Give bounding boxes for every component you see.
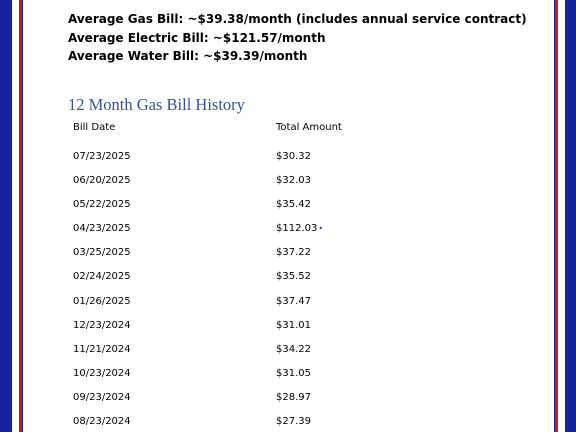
average-gas-bill: Average Gas Bill: ~$39.38/month (includes annual service contract) (68, 12, 527, 26)
bill-date-cell: 10/23/2024 (73, 367, 131, 379)
amount-value: $31.01 (276, 319, 311, 331)
bill-date-cell: 12/23/2024 (73, 319, 131, 331)
table-row (73, 134, 342, 162)
total-amount-header: Total Amount (276, 122, 342, 133)
total-amount-cell (276, 403, 342, 427)
total-amount-cell (276, 162, 342, 186)
total-amount-cell (276, 210, 342, 234)
table-row (73, 234, 342, 258)
average-water-bill: Average Water Bill: ~$39.39/month (68, 49, 308, 63)
right-border-decoration (554, 0, 576, 432)
amount-value: $37.47 (276, 295, 311, 307)
table-body (73, 134, 342, 427)
bill-date-cell: 07/23/2025 (73, 151, 131, 162)
bill-date-cell: 05/22/2025 (73, 199, 131, 211)
highlight-marker: • (318, 224, 324, 234)
amount-value: $35.42 (276, 199, 311, 211)
total-amount-cell (276, 355, 342, 379)
gas-history-heading: 12 Month Gas Bill History (68, 95, 245, 114)
amount-value: $37.22 (276, 247, 311, 259)
amount-value: $35.52 (276, 271, 311, 283)
table-row (73, 379, 342, 403)
amount-value: $112.03 (276, 223, 318, 235)
bill-averages-summary (68, 10, 527, 66)
table-row (73, 307, 342, 331)
amount-value: $31.05 (276, 367, 311, 379)
amount-value: $27.39 (276, 416, 311, 428)
amount-value: $34.22 (276, 343, 311, 355)
total-amount-cell (276, 186, 342, 210)
total-amount-cell (276, 234, 342, 258)
left-border-decoration (0, 0, 23, 432)
table-header-row (73, 122, 342, 134)
table-row (73, 162, 342, 186)
bill-date-cell: 06/20/2025 (73, 175, 131, 187)
table-row (73, 210, 342, 234)
gas-bill-history-table (73, 122, 342, 427)
amount-value: $28.97 (276, 391, 311, 403)
average-electric-bill: Average Electric Bill: ~$121.57/month (68, 30, 326, 45)
bill-date-cell: 03/25/2025 (73, 247, 131, 259)
table-row (73, 282, 342, 306)
total-amount-cell (276, 282, 342, 306)
amount-value: $32.03 (276, 175, 311, 187)
table-row (73, 258, 342, 282)
bill-date-header: Bill Date (73, 122, 116, 133)
amount-value: $30.32 (276, 151, 311, 162)
total-amount-cell (276, 258, 342, 282)
bill-date-cell: 01/26/2025 (73, 295, 131, 307)
total-amount-cell (276, 379, 342, 403)
bill-date-cell: 11/21/2024 (73, 343, 131, 355)
table-row (73, 186, 342, 210)
bill-date-cell: 08/23/2024 (73, 416, 131, 428)
table-row (73, 403, 342, 427)
bill-date-cell: 04/23/2025 (73, 223, 131, 235)
total-amount-cell (276, 134, 342, 162)
total-amount-cell (276, 331, 342, 355)
table-row (73, 331, 342, 355)
bill-date-cell: 09/23/2024 (73, 391, 131, 403)
bill-date-cell: 02/24/2025 (73, 271, 131, 283)
total-amount-cell (276, 307, 342, 331)
table-row (73, 355, 342, 379)
